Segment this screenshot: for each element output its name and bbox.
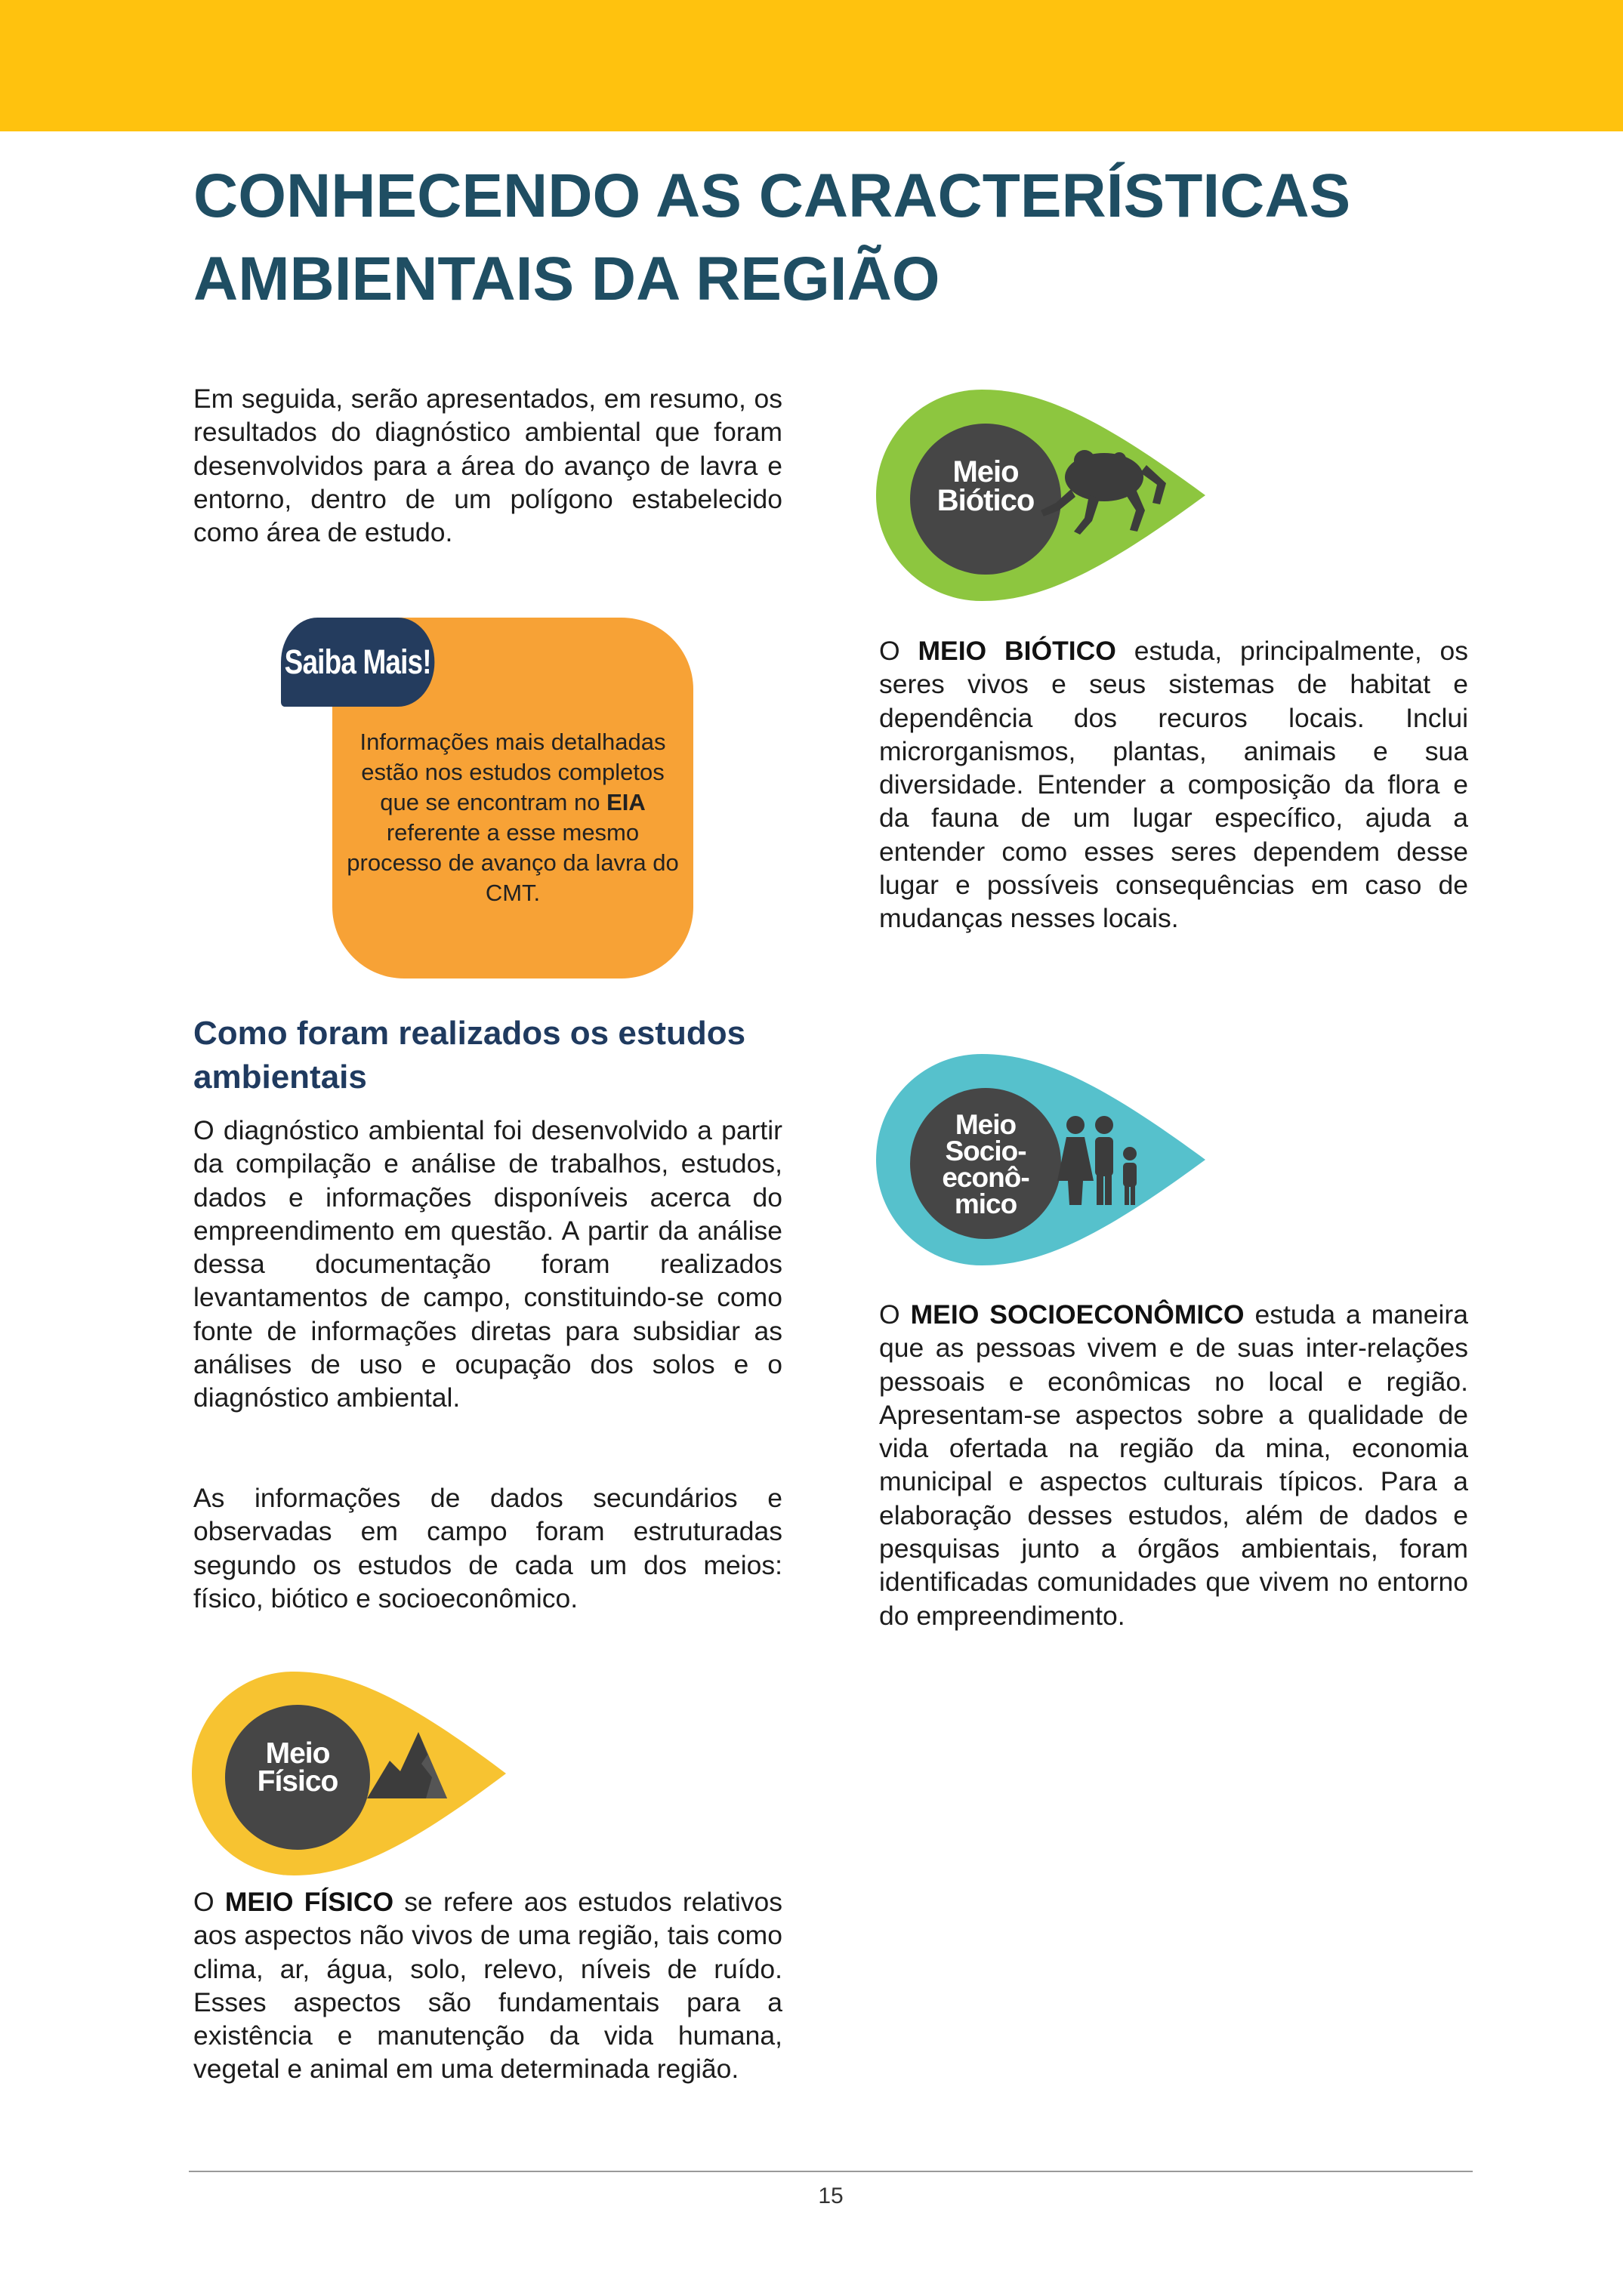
page-title-line-1: CONHECENDO AS CARACTERÍSTICAS — [193, 162, 1351, 230]
meio-fisico-label — [222, 1737, 373, 1798]
meio-fisico-term: MEIO FÍSICO — [224, 1887, 394, 1917]
page-title — [193, 155, 1477, 321]
meio-socioeconomico-label — [910, 1111, 1061, 1217]
meio-socioeconomico-label-line-2: Socio- — [945, 1136, 1026, 1166]
meio-fisico-label-line-2: Físico — [257, 1765, 338, 1798]
saiba-mais-text — [344, 727, 681, 908]
meio-socioeconomico-paragraph — [879, 1298, 1468, 1632]
saiba-mais-text-end: referente a esse mesmo processo de avanço da lavra do CMT. — [347, 819, 679, 906]
intro-paragraph: Em seguida, serão apresentados, em resumo, os resultados do diagnóstico ambiental que foram desenvolvidos para a área do avanço de lavra e entorno, dentro de um polígono estabelecido como área de estudo. — [193, 384, 782, 548]
meio-biotico-label — [910, 455, 1061, 517]
meio-socioeconomico-description: estuda a maneira que as pessoas vivem e de suas inter-relações pessoais e econômicas no local e região. Apresentam-se aspectos sobre a qualidade de vida ofertada na região da mina, economia municipal e aspectos culturais típicos. Para a elaboração desses estudos, além de dados e pesquisas junto a órgãos ambientais, foram identificadas comunidades que vivem no entorno do empreendimento. — [879, 1299, 1468, 1631]
top-color-band — [0, 0, 1623, 131]
meio-fisico-label-line-1: Meio — [265, 1737, 330, 1770]
section-heading-line-1: Como foram realizados os estudos — [193, 1015, 746, 1052]
meio-biotico-prefix: O — [879, 636, 918, 666]
meio-socioeconomico-label-line-4: mico — [954, 1188, 1017, 1219]
saiba-mais-badge: Saiba Mais! — [281, 618, 434, 707]
meio-socioeconomico-badge — [876, 1054, 1208, 1265]
footer-divider — [189, 2171, 1473, 2172]
meio-biotico-label-line-2: Biótico — [936, 484, 1035, 517]
meio-socioeconomico-label-line-3: econô- — [942, 1162, 1029, 1193]
meio-fisico-description: se refere aos estudos relativos aos aspectos não vivos de uma região, tais como clima, ar, água, solo, relevo, níveis de ruído. Esses aspectos são fundamentais para a existência e manutenção da vida humana, vegetal e animal em uma determinada região. — [193, 1887, 783, 2085]
meio-socioeconomico-term: MEIO SOCIOECONÔMICO — [910, 1299, 1245, 1330]
saiba-mais-text-start: Informações mais detalhadas estão nos estudos completos que se encontram no — [359, 729, 666, 815]
meio-biotico-term: MEIO BIÓTICO — [918, 636, 1116, 666]
meio-socioeconomico-prefix: O — [879, 1299, 911, 1330]
section-heading-line-2: ambientais — [193, 1059, 367, 1096]
meio-biotico-paragraph — [879, 634, 1468, 935]
page-number: 15 — [818, 2184, 844, 2208]
meio-socioeconomico-label-line-1: Meio — [955, 1109, 1017, 1140]
page-title-line-2: AMBIENTAIS DA REGIÃO — [193, 245, 940, 313]
saiba-mais-eia: EIA — [606, 789, 646, 815]
meio-biotico-label-line-1: Meio — [952, 455, 1019, 488]
section-heading — [193, 1012, 798, 1099]
meio-biotico-description: estuda, principalmente, os seres vivos e seus sistemas de habitat e dependência dos recuros locais. Inclui microrganismos, plantas, animais e sua diversidade. Entender a composição da flora e da fauna de um lugar específico, ajuda a entender como esses seres dependem desse lugar e possíveis consequências em caso de mudanças nesses locais. — [879, 636, 1468, 934]
meio-biotico-badge — [876, 390, 1208, 601]
meio-fisico-badge — [192, 1672, 509, 1875]
methods-paragraph-2: As informações de dados secundários e observadas em campo foram estruturadas segundo os estudos de cada um dos meios: físico, biótico e socioeconômico. — [193, 1483, 782, 1613]
meio-fisico-paragraph — [193, 1885, 782, 2086]
meio-fisico-prefix: O — [193, 1887, 225, 1917]
methods-paragraph-1: O diagnóstico ambiental foi desenvolvido a partir da compilação e análise de trabalhos, estudos, dados e informações disponíveis acerca do empreendimento em questão. A partir da análise dessa documentação foram realizados levantamentos de campo, constituindo-se como fonte de informações diretas para subsidiar as análises de uso e ocupação dos solos e o diagnóstico ambiental. — [193, 1115, 782, 1413]
